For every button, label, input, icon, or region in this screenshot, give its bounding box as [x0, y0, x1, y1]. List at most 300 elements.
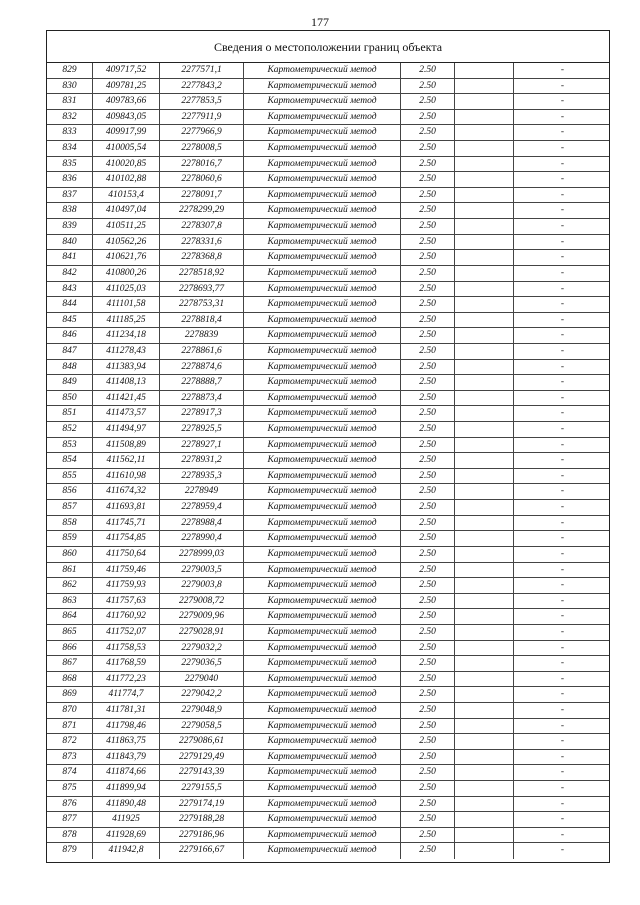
x-coordinate-cell: 411494,97 — [93, 422, 160, 437]
note-cell: - — [560, 704, 565, 715]
y-coordinate-cell: 2278949 — [160, 484, 244, 499]
table-row — [47, 266, 609, 282]
table-row — [47, 843, 609, 859]
x-coordinate-cell: 411508,89 — [93, 438, 160, 453]
y-coordinate-cell: 2277966,9 — [160, 125, 244, 140]
point-number-cell: 834 — [47, 141, 93, 156]
accuracy-cell: 2.50 — [401, 797, 455, 812]
accuracy-cell: 2.50 — [401, 812, 455, 827]
empty-cell — [455, 63, 514, 78]
method-cell: Картометрический метод — [244, 500, 401, 515]
method-cell: Картометрический метод — [244, 547, 401, 562]
point-number-cell: 878 — [47, 828, 93, 843]
empty-cell — [455, 719, 514, 734]
y-coordinate-cell: 2278008,5 — [160, 141, 244, 156]
note-cell: - — [560, 580, 565, 591]
accuracy-cell: 2.50 — [401, 469, 455, 484]
empty-cell — [455, 375, 514, 390]
y-coordinate-cell: 2278060,6 — [160, 172, 244, 187]
accuracy-cell: 2.50 — [401, 422, 455, 437]
method-cell: Картометрический метод — [244, 141, 401, 156]
point-number-cell: 863 — [47, 594, 93, 609]
y-coordinate-cell: 2277853,5 — [160, 94, 244, 109]
table-row — [47, 594, 609, 610]
empty-cell — [455, 750, 514, 765]
point-number-cell: 860 — [47, 547, 93, 562]
x-coordinate-cell: 411185,25 — [93, 313, 160, 328]
point-number-cell: 854 — [47, 453, 93, 468]
accuracy-cell: 2.50 — [401, 63, 455, 78]
y-coordinate-cell: 2278999,03 — [160, 547, 244, 562]
note-cell: - — [560, 595, 565, 606]
x-coordinate-cell: 411863,75 — [93, 734, 160, 749]
empty-cell — [455, 812, 514, 827]
method-cell: Картометрический метод — [244, 438, 401, 453]
table-row — [47, 516, 609, 532]
y-coordinate-cell: 2278917,3 — [160, 406, 244, 421]
y-coordinate-cell: 2278753,31 — [160, 297, 244, 312]
empty-cell — [455, 453, 514, 468]
empty-cell — [455, 563, 514, 578]
x-coordinate-cell: 411754,85 — [93, 531, 160, 546]
empty-cell — [455, 328, 514, 343]
table-row — [47, 344, 609, 360]
accuracy-cell: 2.50 — [401, 484, 455, 499]
table-row — [47, 609, 609, 625]
y-coordinate-cell: 2277571,1 — [160, 63, 244, 78]
empty-cell — [455, 687, 514, 702]
empty-cell — [455, 641, 514, 656]
empty-cell — [455, 125, 514, 140]
table-row — [47, 391, 609, 407]
point-number-cell: 857 — [47, 500, 93, 515]
empty-cell — [455, 594, 514, 609]
empty-cell — [455, 406, 514, 421]
point-number-cell: 841 — [47, 250, 93, 265]
accuracy-cell: 2.50 — [401, 687, 455, 702]
table-row — [47, 250, 609, 266]
note-cell: - — [560, 80, 565, 91]
accuracy-cell: 2.50 — [401, 203, 455, 218]
method-cell: Картометрический метод — [244, 609, 401, 624]
table-row — [47, 375, 609, 391]
empty-cell — [455, 547, 514, 562]
empty-cell — [455, 609, 514, 624]
empty-cell — [455, 282, 514, 297]
empty-cell — [455, 469, 514, 484]
y-coordinate-cell: 2279032,2 — [160, 641, 244, 656]
y-coordinate-cell: 2278931,2 — [160, 453, 244, 468]
table-row — [47, 282, 609, 298]
note-cell: - — [560, 439, 565, 450]
method-cell: Картометрический метод — [244, 406, 401, 421]
point-number-cell: 830 — [47, 79, 93, 94]
table-row — [47, 578, 609, 594]
note-cell: - — [560, 221, 565, 232]
accuracy-cell: 2.50 — [401, 141, 455, 156]
point-number-cell: 847 — [47, 344, 93, 359]
accuracy-cell: 2.50 — [401, 157, 455, 172]
empty-cell — [455, 703, 514, 718]
method-cell: Картометрический метод — [244, 843, 401, 859]
method-cell: Картометрический метод — [244, 687, 401, 702]
table-row — [47, 703, 609, 719]
y-coordinate-cell: 2279174,19 — [160, 797, 244, 812]
empty-cell — [455, 188, 514, 203]
note-cell: - — [560, 455, 565, 466]
method-cell: Картометрический метод — [244, 125, 401, 140]
x-coordinate-cell: 410800,26 — [93, 266, 160, 281]
accuracy-cell: 2.50 — [401, 360, 455, 375]
point-number-cell: 851 — [47, 406, 93, 421]
table-row — [47, 203, 609, 219]
point-number-cell: 868 — [47, 672, 93, 687]
note-cell: - — [560, 408, 565, 419]
empty-cell — [455, 797, 514, 812]
accuracy-cell: 2.50 — [401, 406, 455, 421]
table-row — [47, 235, 609, 251]
y-coordinate-cell: 2278693,77 — [160, 282, 244, 297]
x-coordinate-cell: 409843,05 — [93, 110, 160, 125]
method-cell: Картометрический метод — [244, 453, 401, 468]
x-coordinate-cell: 411925 — [93, 812, 160, 827]
note-cell: - — [560, 470, 565, 481]
x-coordinate-cell: 409781,25 — [93, 79, 160, 94]
point-number-cell: 861 — [47, 563, 93, 578]
empty-cell — [455, 297, 514, 312]
method-cell: Картометрический метод — [244, 360, 401, 375]
accuracy-cell: 2.50 — [401, 843, 455, 859]
y-coordinate-cell: 2279036,5 — [160, 656, 244, 671]
point-number-cell: 842 — [47, 266, 93, 281]
accuracy-cell: 2.50 — [401, 563, 455, 578]
point-number-cell: 859 — [47, 531, 93, 546]
y-coordinate-cell: 2279040 — [160, 672, 244, 687]
accuracy-cell: 2.50 — [401, 734, 455, 749]
table-row — [47, 734, 609, 750]
point-number-cell: 858 — [47, 516, 93, 531]
table-row — [47, 641, 609, 657]
empty-cell — [455, 625, 514, 640]
point-number-cell: 836 — [47, 172, 93, 187]
method-cell: Картометрический метод — [244, 203, 401, 218]
x-coordinate-cell: 410562,26 — [93, 235, 160, 250]
point-number-cell: 845 — [47, 313, 93, 328]
x-coordinate-cell: 410020,85 — [93, 157, 160, 172]
empty-cell — [455, 344, 514, 359]
accuracy-cell: 2.50 — [401, 547, 455, 562]
note-cell: - — [560, 673, 565, 684]
point-number-cell: 850 — [47, 391, 93, 406]
point-number-cell: 853 — [47, 438, 93, 453]
point-number-cell: 831 — [47, 94, 93, 109]
table-row — [47, 219, 609, 235]
table-row — [47, 360, 609, 376]
point-number-cell: 874 — [47, 765, 93, 780]
method-cell: Картометрический метод — [244, 531, 401, 546]
table-row — [47, 672, 609, 688]
table-body — [47, 63, 609, 859]
x-coordinate-cell: 411421,45 — [93, 391, 160, 406]
empty-cell — [455, 531, 514, 546]
accuracy-cell: 2.50 — [401, 453, 455, 468]
point-number-cell: 832 — [47, 110, 93, 125]
table-row — [47, 110, 609, 126]
point-number-cell: 876 — [47, 797, 93, 812]
note-cell: - — [560, 642, 565, 653]
note-cell: - — [560, 751, 565, 762]
empty-cell — [455, 235, 514, 250]
accuracy-cell: 2.50 — [401, 297, 455, 312]
y-coordinate-cell: 2278873,4 — [160, 391, 244, 406]
note-cell: - — [560, 424, 565, 435]
note-cell: - — [560, 158, 565, 169]
point-number-cell: 852 — [47, 422, 93, 437]
point-number-cell: 829 — [47, 63, 93, 78]
y-coordinate-cell: 2278368,8 — [160, 250, 244, 265]
empty-cell — [455, 843, 514, 859]
empty-cell — [455, 391, 514, 406]
y-coordinate-cell: 2278331,6 — [160, 235, 244, 250]
note-cell: - — [560, 392, 565, 403]
table-row — [47, 157, 609, 173]
x-coordinate-cell: 411383,94 — [93, 360, 160, 375]
accuracy-cell: 2.50 — [401, 578, 455, 593]
method-cell: Картометрический метод — [244, 63, 401, 78]
y-coordinate-cell: 2278925,5 — [160, 422, 244, 437]
method-cell: Картометрический метод — [244, 750, 401, 765]
empty-cell — [455, 765, 514, 780]
empty-cell — [455, 172, 514, 187]
note-cell: - — [560, 517, 565, 528]
empty-cell — [455, 500, 514, 515]
method-cell: Картометрический метод — [244, 734, 401, 749]
x-coordinate-cell: 411473,57 — [93, 406, 160, 421]
note-cell: - — [560, 486, 565, 497]
note-cell: - — [560, 345, 565, 356]
note-cell: - — [560, 548, 565, 559]
accuracy-cell: 2.50 — [401, 79, 455, 94]
note-cell: - — [560, 189, 565, 200]
note-cell: - — [560, 236, 565, 247]
empty-cell — [455, 219, 514, 234]
point-number-cell: 865 — [47, 625, 93, 640]
x-coordinate-cell: 411759,46 — [93, 563, 160, 578]
table-row — [47, 453, 609, 469]
method-cell: Картометрический метод — [244, 563, 401, 578]
note-cell: - — [560, 96, 565, 107]
y-coordinate-cell: 2279086,61 — [160, 734, 244, 749]
y-coordinate-cell: 2278888,7 — [160, 375, 244, 390]
point-number-cell: 856 — [47, 484, 93, 499]
point-number-cell: 839 — [47, 219, 93, 234]
point-number-cell: 871 — [47, 719, 93, 734]
empty-cell — [455, 360, 514, 375]
accuracy-cell: 2.50 — [401, 235, 455, 250]
x-coordinate-cell: 410102,88 — [93, 172, 160, 187]
x-coordinate-cell: 411025,03 — [93, 282, 160, 297]
empty-cell — [455, 157, 514, 172]
y-coordinate-cell: 2279003,5 — [160, 563, 244, 578]
y-coordinate-cell: 2279028,91 — [160, 625, 244, 640]
empty-cell — [455, 266, 514, 281]
accuracy-cell: 2.50 — [401, 125, 455, 140]
table-row — [47, 625, 609, 641]
y-coordinate-cell: 2279058,5 — [160, 719, 244, 734]
y-coordinate-cell: 2279188,28 — [160, 812, 244, 827]
y-coordinate-cell: 2279048,9 — [160, 703, 244, 718]
empty-cell — [455, 781, 514, 796]
x-coordinate-cell: 411750,64 — [93, 547, 160, 562]
method-cell: Картометрический метод — [244, 781, 401, 796]
point-number-cell: 840 — [47, 235, 93, 250]
empty-cell — [455, 578, 514, 593]
accuracy-cell: 2.50 — [401, 110, 455, 125]
empty-cell — [455, 94, 514, 109]
note-cell: - — [560, 267, 565, 278]
method-cell: Картометрический метод — [244, 172, 401, 187]
table-row — [47, 63, 609, 79]
x-coordinate-cell: 411757,63 — [93, 594, 160, 609]
table-row — [47, 500, 609, 516]
x-coordinate-cell: 411278,43 — [93, 344, 160, 359]
note-cell: - — [560, 143, 565, 154]
accuracy-cell: 2.50 — [401, 375, 455, 390]
method-cell: Картометрический метод — [244, 703, 401, 718]
note-cell: - — [560, 626, 565, 637]
note-cell: - — [560, 502, 565, 513]
y-coordinate-cell: 2277911,9 — [160, 110, 244, 125]
table-caption: Сведения о местоположении границ объекта — [47, 31, 609, 63]
y-coordinate-cell: 2278839 — [160, 328, 244, 343]
y-coordinate-cell: 2279008,72 — [160, 594, 244, 609]
table-row — [47, 781, 609, 797]
y-coordinate-cell: 2278518,92 — [160, 266, 244, 281]
accuracy-cell: 2.50 — [401, 594, 455, 609]
x-coordinate-cell: 411874,66 — [93, 765, 160, 780]
note-cell: - — [560, 611, 565, 622]
x-coordinate-cell: 411768,59 — [93, 656, 160, 671]
method-cell: Картометрический метод — [244, 266, 401, 281]
accuracy-cell: 2.50 — [401, 750, 455, 765]
x-coordinate-cell: 411745,71 — [93, 516, 160, 531]
table-row — [47, 172, 609, 188]
point-number-cell: 870 — [47, 703, 93, 718]
y-coordinate-cell: 2279042,2 — [160, 687, 244, 702]
method-cell: Картометрический метод — [244, 328, 401, 343]
y-coordinate-cell: 2279009,96 — [160, 609, 244, 624]
point-number-cell: 855 — [47, 469, 93, 484]
accuracy-cell: 2.50 — [401, 219, 455, 234]
table-row — [47, 188, 609, 204]
method-cell: Картометрический метод — [244, 235, 401, 250]
table-row — [47, 531, 609, 547]
accuracy-cell: 2.50 — [401, 765, 455, 780]
method-cell: Картометрический метод — [244, 797, 401, 812]
note-cell: - — [560, 845, 565, 856]
method-cell: Картометрический метод — [244, 79, 401, 94]
point-number-cell: 873 — [47, 750, 93, 765]
boundary-table — [46, 30, 610, 863]
x-coordinate-cell: 411774,7 — [93, 687, 160, 702]
method-cell: Картометрический метод — [244, 765, 401, 780]
y-coordinate-cell: 2278988,4 — [160, 516, 244, 531]
table-row — [47, 765, 609, 781]
page-number: 177 — [311, 15, 329, 29]
x-coordinate-cell: 411781,31 — [93, 703, 160, 718]
note-cell: - — [560, 783, 565, 794]
table-row — [47, 484, 609, 500]
empty-cell — [455, 484, 514, 499]
table-row — [47, 438, 609, 454]
empty-cell — [455, 734, 514, 749]
x-coordinate-cell: 411562,11 — [93, 453, 160, 468]
point-number-cell: 872 — [47, 734, 93, 749]
y-coordinate-cell: 2279166,67 — [160, 843, 244, 859]
table-row — [47, 141, 609, 157]
point-number-cell: 862 — [47, 578, 93, 593]
empty-cell — [455, 422, 514, 437]
accuracy-cell: 2.50 — [401, 266, 455, 281]
method-cell: Картометрический метод — [244, 94, 401, 109]
method-cell: Картометрический метод — [244, 219, 401, 234]
note-cell: - — [560, 767, 565, 778]
y-coordinate-cell: 2279143,39 — [160, 765, 244, 780]
note-cell: - — [560, 689, 565, 700]
accuracy-cell: 2.50 — [401, 188, 455, 203]
x-coordinate-cell: 411408,13 — [93, 375, 160, 390]
note-cell: - — [560, 314, 565, 325]
method-cell: Картометрический метод — [244, 828, 401, 843]
x-coordinate-cell: 411772,23 — [93, 672, 160, 687]
empty-cell — [455, 110, 514, 125]
note-cell: - — [560, 533, 565, 544]
method-cell: Картометрический метод — [244, 391, 401, 406]
point-number-cell: 849 — [47, 375, 93, 390]
x-coordinate-cell: 410497,04 — [93, 203, 160, 218]
y-coordinate-cell: 2279129,49 — [160, 750, 244, 765]
method-cell: Картометрический метод — [244, 344, 401, 359]
note-cell: - — [560, 361, 565, 372]
point-number-cell: 844 — [47, 297, 93, 312]
method-cell: Картометрический метод — [244, 625, 401, 640]
accuracy-cell: 2.50 — [401, 391, 455, 406]
method-cell: Картометрический метод — [244, 188, 401, 203]
x-coordinate-cell: 411101,58 — [93, 297, 160, 312]
point-number-cell: 867 — [47, 656, 93, 671]
y-coordinate-cell: 2279155,5 — [160, 781, 244, 796]
method-cell: Картометрический метод — [244, 282, 401, 297]
note-cell: - — [560, 564, 565, 575]
point-number-cell: 846 — [47, 328, 93, 343]
point-number-cell: 869 — [47, 687, 93, 702]
y-coordinate-cell: 2278874,6 — [160, 360, 244, 375]
y-coordinate-cell: 2278016,7 — [160, 157, 244, 172]
y-coordinate-cell: 2278990,4 — [160, 531, 244, 546]
y-coordinate-cell: 2278927,1 — [160, 438, 244, 453]
method-cell: Картометрический метод — [244, 375, 401, 390]
method-cell: Картометрический метод — [244, 297, 401, 312]
x-coordinate-cell: 410511,25 — [93, 219, 160, 234]
note-cell: - — [560, 829, 565, 840]
empty-cell — [455, 656, 514, 671]
x-coordinate-cell: 410005,54 — [93, 141, 160, 156]
table-row — [47, 469, 609, 485]
method-cell: Картометрический метод — [244, 110, 401, 125]
note-cell: - — [560, 205, 565, 216]
x-coordinate-cell: 411843,79 — [93, 750, 160, 765]
accuracy-cell: 2.50 — [401, 781, 455, 796]
